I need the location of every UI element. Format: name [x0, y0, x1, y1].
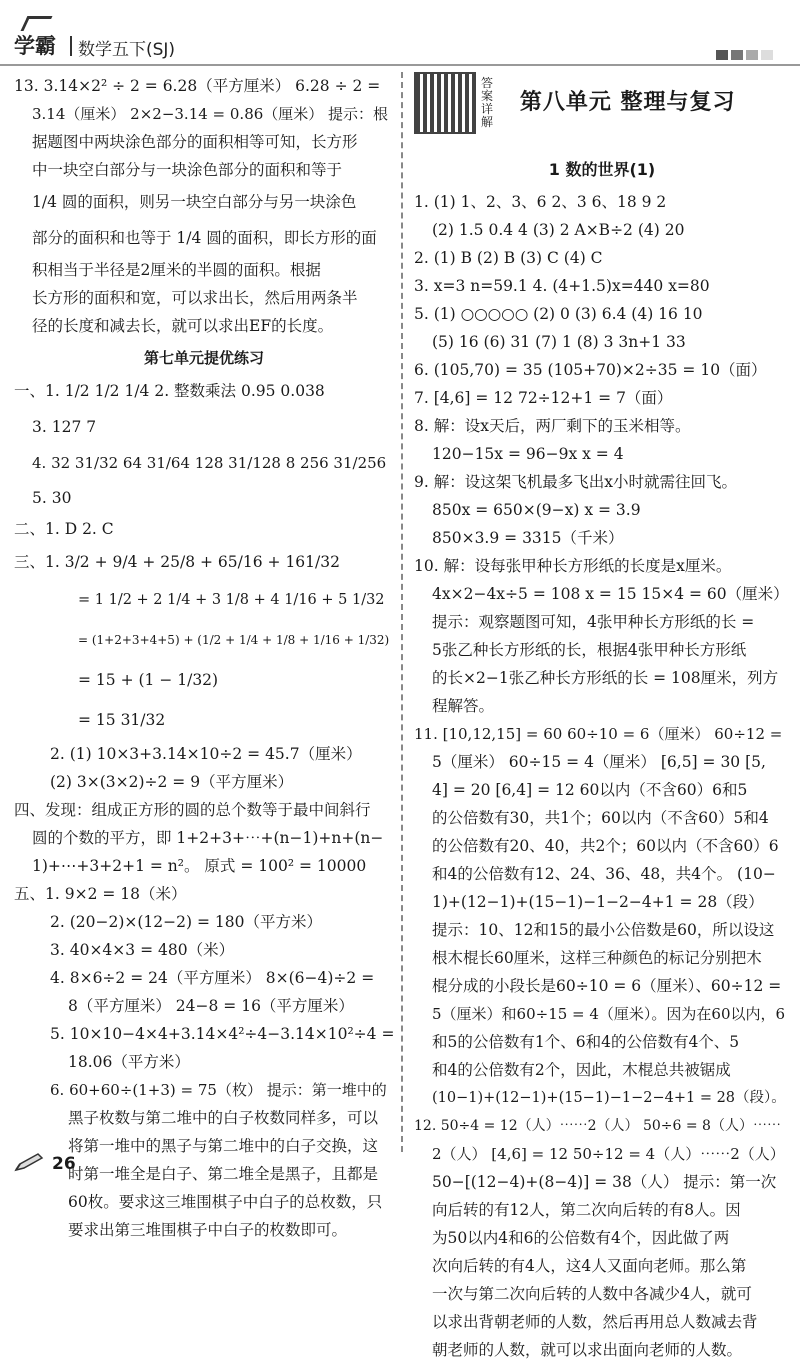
header-separator	[70, 36, 72, 56]
answer-line: 18.06（平方米）	[68, 1053, 190, 1071]
answer-line: 时第一堆全是白子、第二堆全是黑子，且都是	[68, 1165, 379, 1183]
answer-line: 和5的公倍数有1个、6和4的公倍数有4个、5	[432, 1033, 740, 1051]
answer-line: 圆的个数的平方，即 1+2+3+⋯+(n−1)+n+(n−	[32, 829, 384, 847]
answer-line: 8. 解：设x天后，两厂剩下的玉米相等。	[414, 417, 691, 435]
answer-line: 的长×2−1张乙种长方形纸的长 = 108厘米，列方	[432, 669, 779, 687]
brand-text: 学霸	[14, 34, 56, 58]
answer-line: 和4的公倍数有2个，因此，木棍总共被锯成	[432, 1061, 731, 1079]
section-heading: 第七单元提优练习	[143, 349, 264, 367]
answer-line: 和4的公倍数有12、24、36、48，共4个。 (10−	[432, 865, 776, 883]
header-rule	[0, 64, 800, 66]
section-heading: 1 数的世界(1)	[548, 160, 656, 179]
answer-line: 提示：10、12和15的最小公倍数是60，所以设这	[432, 921, 775, 939]
answer-line: 7. [4,6] = 12 72÷12+1 = 7（面）	[414, 389, 673, 407]
header-deco-square	[716, 50, 728, 60]
answer-line: 将第一堆中的黑子与第二堆中的白子交换，这	[68, 1137, 379, 1155]
answer-line: = (1+2+3+4+5) + (1/2 + 1/4 + 1/8 + 1/16 + 1/32)	[78, 633, 390, 647]
answer-line: 2（人） [4,6] = 12 50÷12 = 4（人）⋯⋯2（人）	[432, 1145, 785, 1163]
answer-line: 50−[(12−4)+(8−4)] = 38（人） 提示：第一次	[432, 1173, 777, 1191]
answer-line: 5（厘米） 60÷15 = 4（厘米） [6,5] = 30 [5,	[432, 753, 766, 771]
header-deco-square	[731, 50, 743, 60]
book-title: 数学五下(SJ)	[78, 40, 176, 60]
answer-line: 一次与第二次向后转的人数中各减少4人，就可	[432, 1285, 752, 1303]
right-column	[414, 72, 790, 1364]
answer-line: (10−1)+(12−1)+(15−1)−1−2−4+1 = 28（段）。	[432, 1090, 786, 1106]
answer-line: 12. 50÷4 = 12（人）⋯⋯2（人） 50÷6 = 8（人）⋯⋯	[414, 1118, 781, 1134]
answer-line: 棍分成的小段长是60÷10 = 6（厘米）、60÷12 =	[432, 977, 782, 995]
answer-line: 次向后转的有4人，这4人又面向老师。那么第	[432, 1257, 747, 1275]
answer-line: 6. 60+60÷(1+3) = 75（枚） 提示：第一堆中的	[50, 1081, 387, 1099]
answer-line: 6. (105,70) = 35 (105+70)×2÷35 = 10（面）	[414, 361, 767, 379]
answer-line: 4. 8×6÷2 = 24（平方厘米） 8×(6−4)÷2 =	[50, 969, 375, 987]
page-header	[0, 0, 800, 66]
answer-line: 5. (1) ○○○○○ (2) 0 (3) 6.4 (4) 16 10	[414, 305, 703, 323]
left-column	[14, 72, 394, 1244]
answer-line: 5张乙种长方形纸的长，根据4张甲种长方形纸	[432, 641, 747, 659]
answer-line: 4. 32 31/32 64 31/64 128 31/128 8 256 31/256	[32, 454, 387, 472]
header-deco-square	[746, 50, 758, 60]
answer-line: 3.14（厘米） 2×2−3.14 = 0.86（厘米） 提示：根	[32, 105, 389, 123]
answer-line: 径的长度和减去长，就可以求出EF的长度。	[32, 317, 334, 335]
header-deco-square	[761, 50, 773, 60]
answer-line: 五、1. 9×2 = 18（米）	[14, 885, 187, 903]
answer-line: 8（平方厘米） 24−8 = 16（平方厘米）	[68, 997, 354, 1015]
answer-line: 2. (1) B (2) B (3) C (4) C	[414, 249, 603, 267]
answer-line: 以求出背朝老师的人数，然后再用总人数减去背	[432, 1313, 758, 1331]
answer-line: 四、发现：组成正方形的圆的总个数等于最中间斜行	[14, 801, 371, 819]
answer-line: 60枚。要求这三堆围棋子中白子的总枚数，只	[68, 1193, 383, 1211]
answer-line: 向后转的有12人，第二次向后转的有8人。因	[432, 1201, 741, 1219]
answer-line: 850x = 650×(9−x) x = 3.9	[432, 501, 641, 519]
answer-line: 1)+⋯+3+2+1 = n²。 原式 = 100² = 10000	[32, 857, 367, 875]
answer-line: 1)+(12−1)+(15−1)−1−2−4+1 = 28（段）	[432, 893, 764, 911]
answer-line: 10. 解：设每张甲种长方形纸的长度是x厘米。	[414, 557, 732, 575]
answer-line: 要求出第三堆围棋子中白子的枚数即可。	[68, 1221, 348, 1239]
unit-header	[414, 72, 790, 138]
answer-line: 2. (1) 10×3+3.14×10÷2 = 45.7（厘米）	[50, 745, 362, 763]
answer-line: 2. (20−2)×(12−2) = 180（平方米）	[50, 913, 322, 931]
answer-line: 积相当于半径是2厘米的半圆的面积。根据	[32, 261, 321, 279]
answer-line: 三、1. 3/2 + 9/4 + 25/8 + 65/16 + 161/32	[14, 553, 340, 571]
answer-line: 1/4 圆的面积，则另一块空白部分与另一块涂色	[32, 193, 357, 211]
answer-line: 的公倍数有20、40，共2个；60以内（不含60）6	[432, 837, 779, 855]
answer-line: 4x×2−4x÷5 = 108 x = 15 15×4 = 60（厘米）	[432, 585, 789, 603]
answer-line: 4] = 20 [6,4] = 12 60以内（不含60）6和5	[432, 781, 748, 799]
answer-line: 9. 解：设这架飞机最多飞出x小时就需往回飞。	[414, 473, 737, 491]
answer-line: 11. [10,12,15] = 60 60÷10 = 6（厘米） 60÷12 =	[414, 725, 783, 743]
answer-line: 850×3.9 = 3315（千米）	[432, 529, 624, 547]
answer-line: 5（厘米）和60÷15 = 4（厘米）。因为在60以内，6	[432, 1005, 786, 1023]
answer-line: (2) 1.5 0.4 4 (3) 2 A×B÷2 (4) 20	[432, 221, 685, 239]
answer-line: 5. 10×10−4×4+3.14×4²÷4−3.14×10²÷4 =	[50, 1025, 395, 1043]
answer-line: 的公倍数有30，共1个；60以内（不含60）5和4	[432, 809, 769, 827]
answer-line: 中一块空白部分与一块涂色部分的面积和等于	[32, 161, 343, 179]
answer-line: = 15 31/32	[78, 711, 166, 729]
answer-line: 长方形的面积和宽，可以求出长，然后用两条半	[32, 289, 358, 307]
answer-line: 据题图中两块涂色部分的面积相等可知，长方形	[32, 133, 358, 151]
column-divider	[401, 72, 403, 1152]
answer-line: = 15 + (1 − 1/32)	[78, 671, 219, 689]
unit-title: 第八单元 整理与复习	[519, 90, 736, 115]
answer-line: 程解答。	[432, 697, 495, 715]
answer-line: 1. (1) 1、2、3、6 2、3 6、18 9 2	[414, 193, 667, 211]
answer-line: 3. 127 7	[32, 418, 97, 436]
brand-logo	[14, 30, 56, 60]
answer-line: (5) 16 (6) 31 (7) 1 (8) 3 3n+1 33	[432, 333, 686, 351]
answer-line: 一、1. 1/2 1/2 1/4 2. 整数乘法 0.95 0.038	[14, 382, 325, 400]
answer-line: 5. 30	[32, 489, 72, 507]
answer-line: 13. 3.14×2² ÷ 2 = 6.28（平方厘米） 6.28 ÷ 2 =	[14, 77, 381, 95]
graduation-cap-icon	[21, 16, 53, 31]
answer-line: 3. 40×4×3 = 480（米）	[50, 941, 235, 959]
answer-line: 120−15x = 96−9x x = 4	[432, 445, 624, 463]
answer-line: 3. x=3 n=59.1 4. (4+1.5)x=440 x=80	[414, 277, 710, 295]
answer-line: (2) 3×(3×2)÷2 = 9（平方厘米）	[50, 773, 294, 791]
answer-line: 部分的面积和也等于 1/4 圆的面积，即长方形的面	[32, 229, 377, 247]
answer-line: 提示：观察题图可知，4张甲种长方形纸的长 =	[432, 613, 755, 631]
qr-label: 答案详解	[480, 76, 493, 129]
answer-line: 朝老师的人数，就可以求出面向老师的人数。	[432, 1341, 743, 1359]
qr-code-icon[interactable]	[414, 72, 476, 134]
answer-line: 为50以内4和6的公倍数有4个，因此做了两	[432, 1229, 730, 1247]
answer-line: 根木棍长60厘米，这样三种颜色的标记分别把木	[432, 949, 762, 967]
pencil-icon	[14, 1152, 44, 1172]
page-number: 26	[52, 1154, 76, 1174]
answer-line: 二、1. D 2. C	[14, 520, 114, 538]
answer-line: 黑子枚数与第二堆中的白子枚数同样多，可以	[68, 1109, 379, 1127]
answer-line: = 1 1/2 + 2 1/4 + 3 1/8 + 4 1/16 + 5 1/32	[78, 592, 385, 608]
